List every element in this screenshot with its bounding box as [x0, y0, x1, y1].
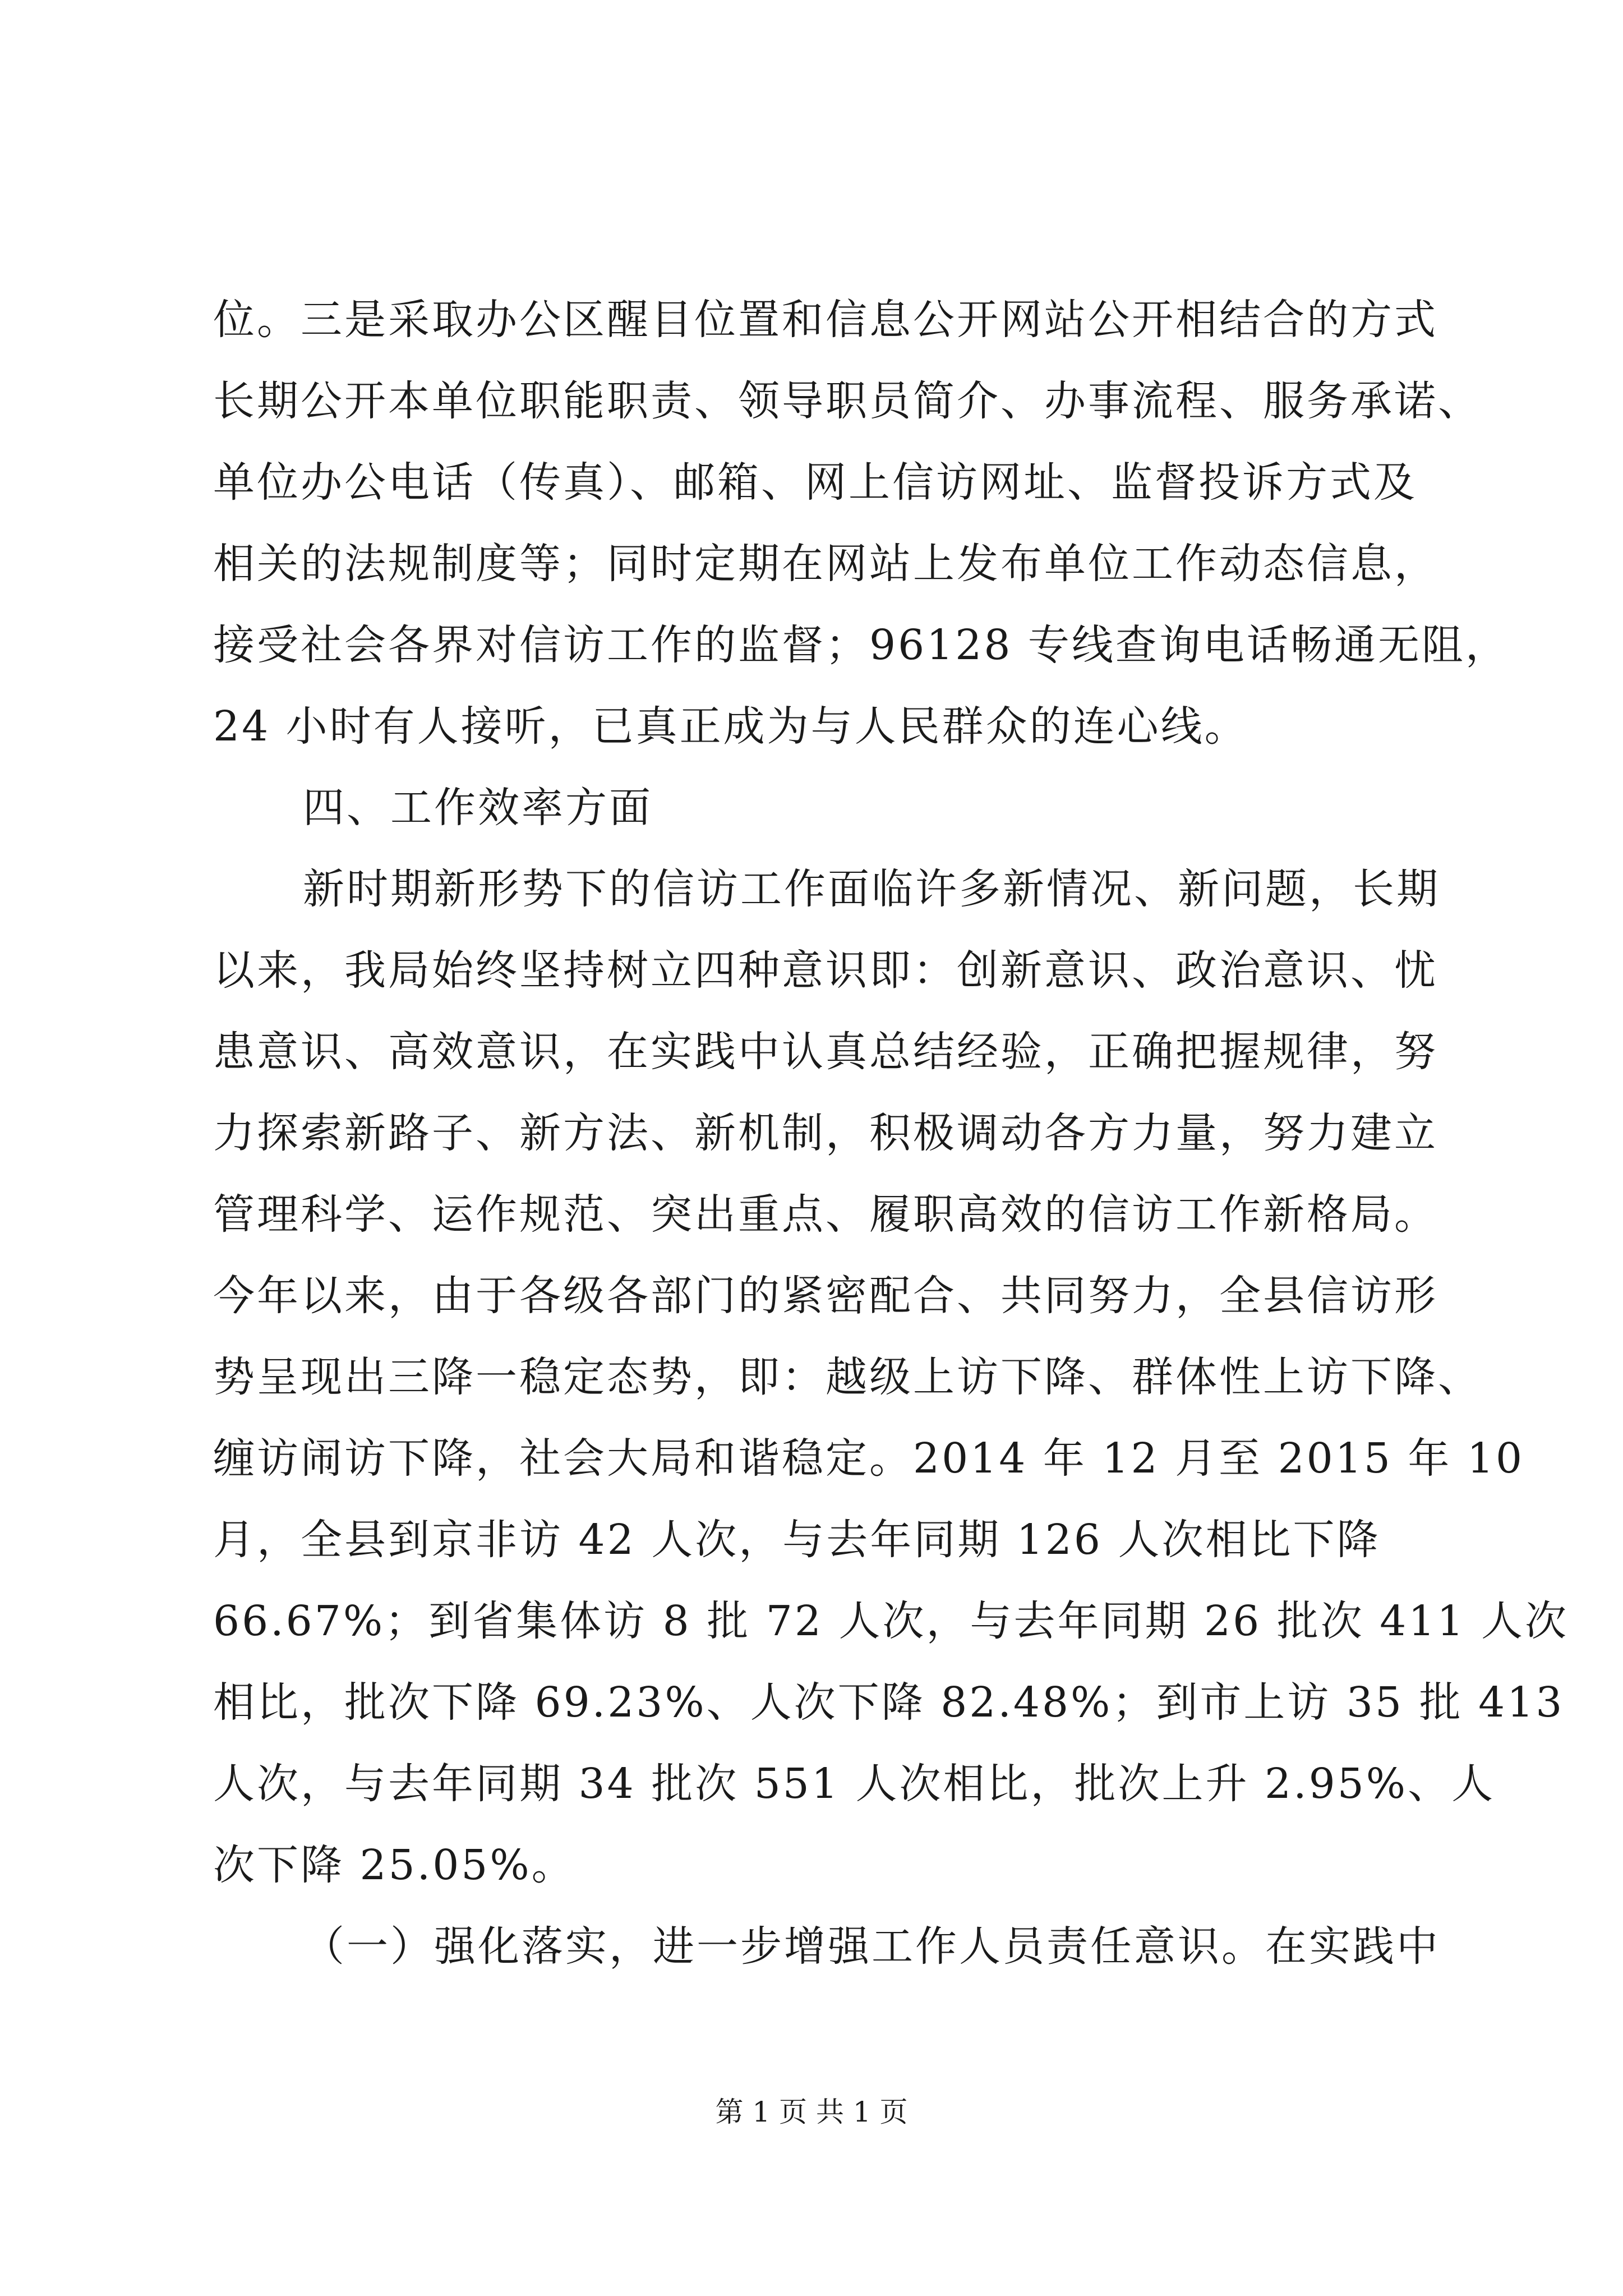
body-text-line: 势呈现出三降一稳定态势，即：越级上访下降、群体性上访下降、	[213, 1353, 1482, 1401]
section-heading: 四、工作效率方面	[303, 784, 653, 832]
body-text-line: 长期公开本单位职能职责、领导职员简介、办事流程、服务承诺、	[213, 377, 1482, 425]
body-text-line: 66.67%；到省集体访 8 批 72 人次，与去年同期 26 批次 411 人次	[213, 1597, 1569, 1645]
body-text-line: 缠访闹访下降，社会大局和谐稳定。2014 年 12 月至 2015 年 10	[213, 1434, 1525, 1483]
page-footer: 第 1 页 共 1 页	[715, 2096, 908, 2128]
body-text-line: 管理科学、运作规范、突出重点、履职高效的信访工作新格局。	[213, 1190, 1438, 1239]
body-text-line: 今年以来，由于各级各部门的紧密配合、共同努力，全县信访形	[213, 1272, 1438, 1320]
body-text-line: 新时期新形势下的信访工作面临许多新情况、新问题，长期	[303, 865, 1440, 913]
body-text-line: 患意识、高效意识，在实践中认真总结经验，正确把握规律，努	[213, 1028, 1438, 1076]
subsection-heading: （一）强化落实，进一步增强工作人员责任意识。在实践中	[303, 1922, 1440, 1971]
body-text-line: 相比，批次下降 69.23%、人次下降 82.48%；到市上访 35 批 413	[213, 1678, 1565, 1727]
body-text-line: 相关的法规制度等；同时定期在网站上发布单位工作动态信息，	[213, 540, 1438, 588]
body-text-line: 单位办公电话（传真）、邮箱、网上信访网址、监督投诉方式及	[213, 458, 1417, 507]
body-text-line: 接受社会各界对信访工作的监督；96128 专线查询电话畅通无阻，	[213, 621, 1509, 669]
body-text-line: 力探索新路子、新方法、新机制，积极调动各方力量，努力建立	[213, 1109, 1438, 1157]
body-text-line: 人次，与去年同期 34 批次 551 人次相比，批次上升 2.95%、人	[213, 1760, 1496, 1808]
body-text-line: 月，全县到京非访 42 人次，与去年同期 126 人次相比下降	[213, 1516, 1381, 1564]
body-text-line: 以来，我局始终坚持树立四种意识即：创新意识、政治意识、忧	[213, 946, 1438, 995]
body-text-line: 位。三是采取办公区醒目位置和信息公开网站公开相结合的方式	[213, 296, 1438, 344]
body-text-line: 24 小时有人接听，已真正成为与人民群众的连心线。	[213, 702, 1248, 751]
body-text-line: 次下降 25.05%。	[213, 1841, 575, 1889]
